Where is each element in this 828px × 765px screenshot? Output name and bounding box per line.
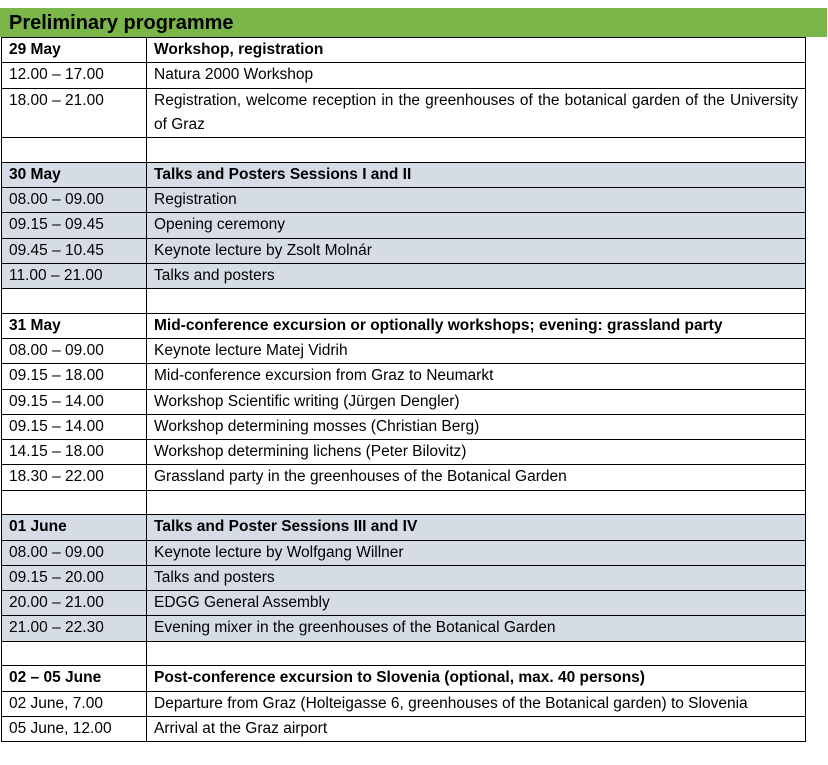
time-cell: 08.00 – 09.00 xyxy=(2,540,147,565)
description-cell: Evening mixer in the greenhouses of the Botanical Garden xyxy=(147,616,806,641)
day-header-row xyxy=(2,38,806,63)
description-cell: Opening ceremony xyxy=(147,213,806,238)
day-header-row xyxy=(2,666,806,691)
table-row xyxy=(2,263,806,288)
time-cell: 09.15 – 18.00 xyxy=(2,364,147,389)
description-cell: Keynote lecture by Zsolt Molnár xyxy=(147,238,806,263)
description-cell: Keynote lecture Matej Vidrih xyxy=(147,338,806,363)
time-cell: 09.15 – 14.00 xyxy=(2,414,147,439)
spacer-row xyxy=(2,641,806,666)
description-cell: Keynote lecture by Wolfgang Willner xyxy=(147,540,806,565)
time-cell: 05 June, 12.00 xyxy=(2,716,147,741)
time-cell xyxy=(2,490,147,515)
programme-table xyxy=(1,37,806,742)
table-row xyxy=(2,616,806,641)
day-label: 30 May xyxy=(2,162,147,187)
description-cell: Workshop determining lichens (Peter Bilovitz) xyxy=(147,440,806,465)
time-cell: 12.00 – 17.00 xyxy=(2,63,147,88)
table-row xyxy=(2,414,806,439)
table-row xyxy=(2,691,806,716)
time-cell: 21.00 – 22.30 xyxy=(2,616,147,641)
table-row xyxy=(2,591,806,616)
day-header-row xyxy=(2,313,806,338)
description-cell: Talks and posters xyxy=(147,263,806,288)
day-header-row xyxy=(2,515,806,540)
time-cell xyxy=(2,289,147,314)
time-cell: 08.00 – 09.00 xyxy=(2,338,147,363)
time-cell xyxy=(2,138,147,163)
description-cell: Grassland party in the greenhouses of the Botanical Garden xyxy=(147,465,806,490)
day-label: 29 May xyxy=(2,38,147,63)
time-cell: 14.15 – 18.00 xyxy=(2,440,147,465)
programme-title: Preliminary programme xyxy=(9,12,234,34)
day-title: Talks and Poster Sessions III and IV xyxy=(147,515,806,540)
table-row xyxy=(2,565,806,590)
description-cell xyxy=(147,641,806,666)
day-label: 02 – 05 June xyxy=(2,666,147,691)
description-cell: Registration xyxy=(147,187,806,212)
table-row xyxy=(2,364,806,389)
spacer-row xyxy=(2,490,806,515)
description-cell: Arrival at the Graz airport xyxy=(147,716,806,741)
time-cell: 09.45 – 10.45 xyxy=(2,238,147,263)
time-cell: 09.15 – 14.00 xyxy=(2,389,147,414)
table-row xyxy=(2,88,806,138)
time-cell: 11.00 – 21.00 xyxy=(2,263,147,288)
description-cell: Registration, welcome reception in the greenhouses of the botanical garden of the University of Graz xyxy=(147,88,806,138)
table-row xyxy=(2,389,806,414)
day-title: Talks and Posters Sessions I and II xyxy=(147,162,806,187)
description-cell xyxy=(147,490,806,515)
day-title: Mid-conference excursion or optionally workshops; evening: grassland party xyxy=(147,313,806,338)
programme-header xyxy=(0,8,827,37)
time-cell: 08.00 – 09.00 xyxy=(2,187,147,212)
description-cell xyxy=(147,138,806,163)
time-cell: 20.00 – 21.00 xyxy=(2,591,147,616)
time-cell: 09.15 – 09.45 xyxy=(2,213,147,238)
description-cell: Natura 2000 Workshop xyxy=(147,63,806,88)
day-title: Workshop, registration xyxy=(147,38,806,63)
time-cell: 18.30 – 22.00 xyxy=(2,465,147,490)
description-cell: Workshop determining mosses (Christian Berg) xyxy=(147,414,806,439)
table-row xyxy=(2,338,806,363)
description-cell: EDGG General Assembly xyxy=(147,591,806,616)
description-cell: Mid-conference excursion from Graz to Neumarkt xyxy=(147,364,806,389)
time-cell xyxy=(2,641,147,666)
day-label: 01 June xyxy=(2,515,147,540)
spacer-row xyxy=(2,138,806,163)
time-cell: 18.00 – 21.00 xyxy=(2,88,147,138)
time-cell: 09.15 – 20.00 xyxy=(2,565,147,590)
spacer-row xyxy=(2,289,806,314)
day-header-row xyxy=(2,162,806,187)
table-row xyxy=(2,440,806,465)
table-row xyxy=(2,187,806,212)
day-label: 31 May xyxy=(2,313,147,338)
table-row xyxy=(2,63,806,88)
day-title: Post-conference excursion to Slovenia (optional, max. 40 persons) xyxy=(147,666,806,691)
table-row xyxy=(2,716,806,741)
description-cell xyxy=(147,289,806,314)
description-cell: Workshop Scientific writing (Jürgen Dengler) xyxy=(147,389,806,414)
table-row xyxy=(2,540,806,565)
table-row xyxy=(2,465,806,490)
description-cell: Talks and posters xyxy=(147,565,806,590)
time-cell: 02 June, 7.00 xyxy=(2,691,147,716)
description-cell: Departure from Graz (Holteigasse 6, greenhouses of the Botanical garden) to Slovenia xyxy=(147,691,806,716)
table-row xyxy=(2,213,806,238)
table-row xyxy=(2,238,806,263)
